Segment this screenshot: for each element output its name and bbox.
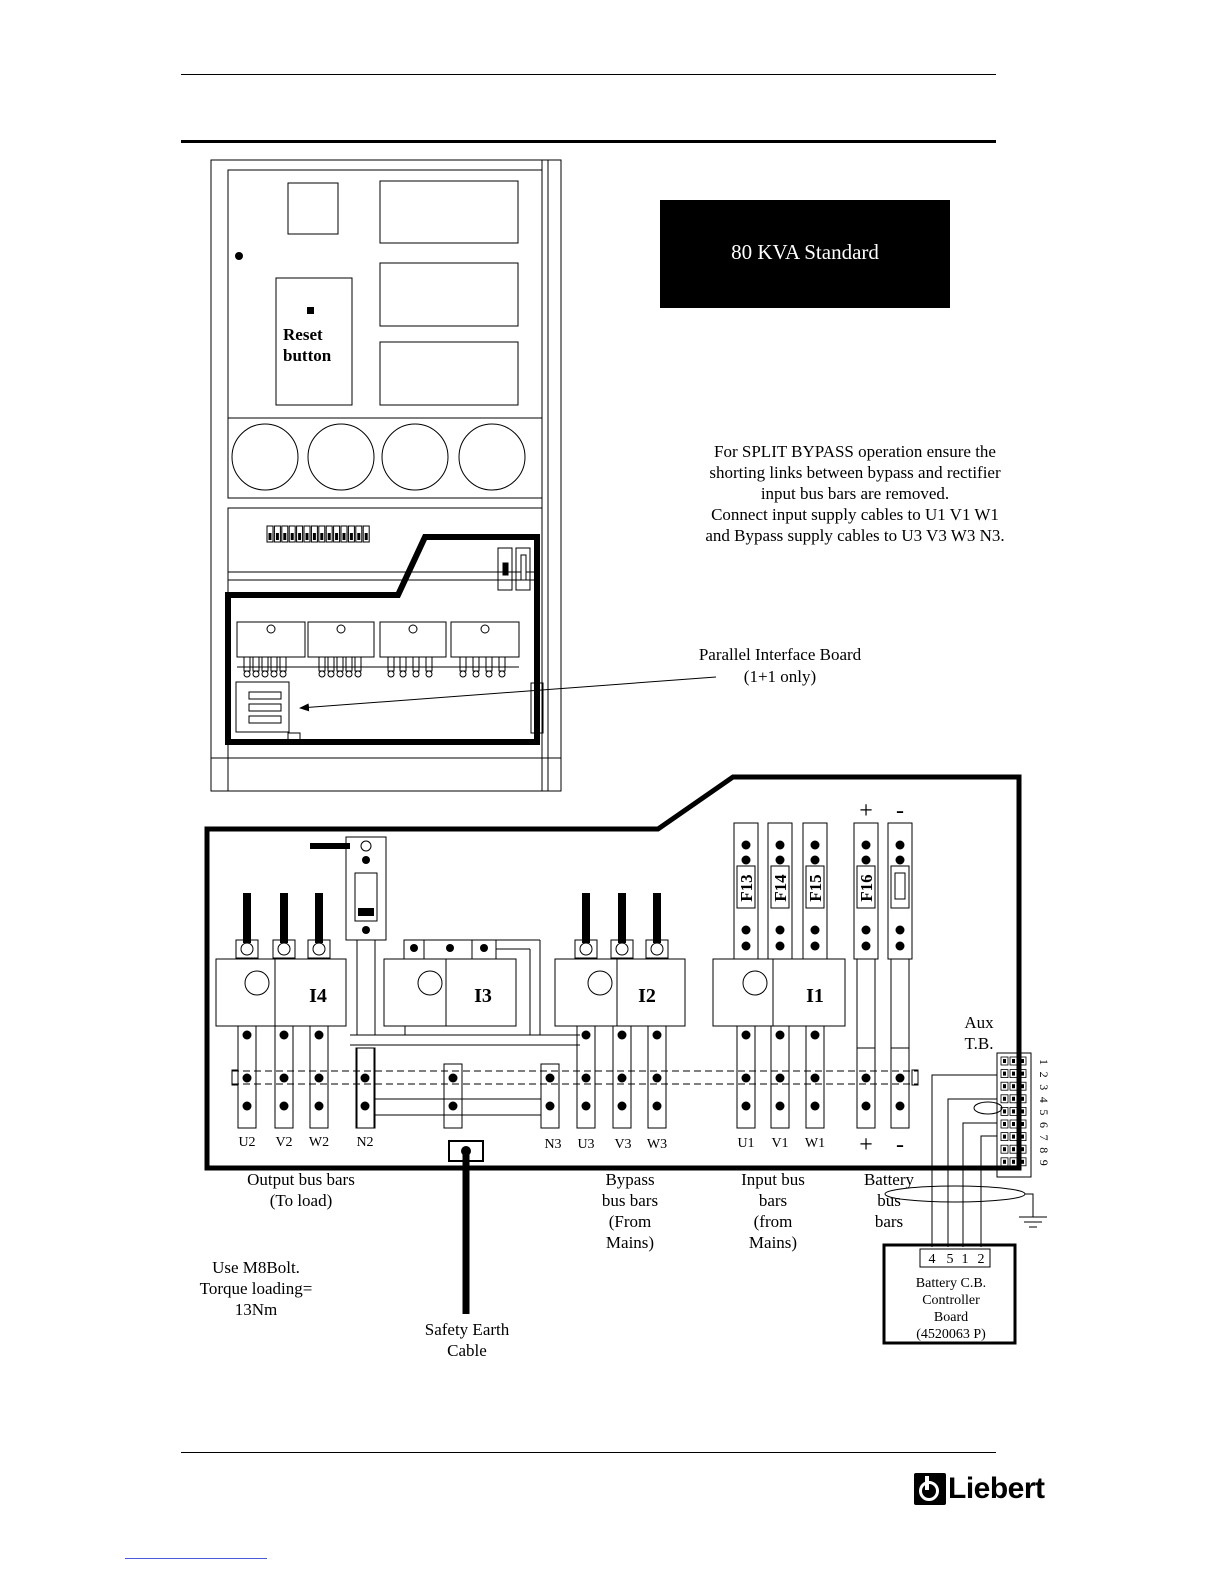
terminal-label: V3	[614, 1137, 632, 1152]
note-line: and Bypass supply cables to U3 V3 W3 N3.	[705, 526, 1005, 545]
cabinet-leg	[388, 657, 394, 671]
terminal-labels	[238, 1135, 825, 1152]
liebert-logo-mark	[914, 1473, 946, 1505]
busbar-bolt	[618, 1102, 627, 1111]
fuse-label: F14	[771, 874, 790, 902]
aux-terminal-screw	[1003, 1122, 1006, 1126]
fuse-bolt	[862, 856, 871, 865]
busbar-bolt	[811, 1102, 820, 1111]
cabinet-leg	[460, 657, 466, 671]
busbar-bolt	[449, 1102, 458, 1111]
fuse-bolt	[896, 841, 905, 850]
battery-minus-top: -	[896, 798, 904, 824]
busbar-bolt	[243, 1102, 252, 1111]
isolator-I1	[713, 959, 845, 1026]
svg-text:Mains): Mains)	[748, 1233, 798, 1252]
lock-dot	[235, 252, 243, 260]
fuse-bolt	[776, 926, 785, 935]
aux-terminal-screw	[1021, 1097, 1024, 1101]
busbar-bolt	[582, 1031, 591, 1040]
terminal-label: W2	[308, 1135, 330, 1150]
battery-busbars-label	[864, 1170, 915, 1231]
fuse-bolt	[862, 942, 871, 951]
fan-row	[232, 424, 525, 490]
busbar-bolt	[361, 1102, 370, 1111]
isolator-I4	[216, 959, 346, 1026]
cabinet-leg	[328, 657, 334, 671]
busbar-bolt	[280, 1102, 289, 1111]
aux-terminal-screw	[1012, 1072, 1015, 1076]
aux-terminal-numbers	[1037, 1059, 1051, 1166]
link-end	[912, 1070, 918, 1085]
dip-switch-lever	[350, 533, 353, 540]
note-line: For SPLIT BYPASS operation ensure the	[714, 442, 996, 461]
fuse-bolt	[862, 841, 871, 850]
aux-terminal-screw	[1021, 1122, 1024, 1126]
fuse-bolt	[811, 926, 820, 935]
output-busbars-label	[247, 1170, 355, 1210]
busbar-bolt	[742, 1074, 751, 1083]
fuse-bolt	[896, 856, 905, 865]
terminal-label: U1	[737, 1136, 755, 1151]
aux-terminal-screw	[1021, 1109, 1024, 1113]
busbar-bolt	[896, 1102, 905, 1111]
svg-text:Torque loading=: Torque loading=	[199, 1279, 313, 1298]
terminal-label: W1	[804, 1136, 826, 1151]
battery-minus-bottom: -	[896, 1132, 904, 1158]
svg-text:Input bus: Input bus	[741, 1170, 805, 1189]
aux-terminal-screw	[1021, 1072, 1024, 1076]
svg-text:(From: (From	[608, 1212, 652, 1231]
isolator-I3	[384, 940, 516, 1026]
terminal-label: U3	[577, 1137, 595, 1152]
terminal-label: U2	[238, 1135, 256, 1150]
battery-plus-top: +	[859, 798, 873, 824]
aux-terminal-screw	[1021, 1147, 1024, 1151]
busbar-bolt	[449, 1074, 458, 1083]
fuse-columns	[734, 823, 912, 1048]
fuse-bolt	[811, 841, 820, 850]
svg-text:(To load): (To load)	[269, 1191, 333, 1210]
terminal-label: W3	[646, 1137, 668, 1152]
battery-plus-bottom: +	[859, 1132, 873, 1158]
terminal-label: N3	[544, 1137, 562, 1152]
cabinet-leg	[473, 657, 479, 671]
busbar-bolt	[742, 1031, 751, 1040]
busbar	[857, 1048, 875, 1128]
svg-text:Board: Board	[933, 1310, 969, 1325]
aux-terminal-screw	[1021, 1084, 1024, 1088]
busbar-bolt	[896, 1074, 905, 1083]
fuse-label: F16	[857, 874, 876, 902]
liebert-logo	[914, 1472, 1045, 1506]
note-line: shorting links between bypass and rectifier	[709, 463, 1001, 482]
fuse-bolt	[776, 841, 785, 850]
cabinet-leg	[499, 657, 505, 671]
split-bypass-note	[705, 442, 1004, 545]
svg-text:Output bus bars: Output bus bars	[247, 1170, 355, 1189]
aux-terminal-screw	[1012, 1097, 1015, 1101]
fuse-bolt	[862, 926, 871, 935]
dip-switch-lever	[328, 533, 331, 540]
reset-label-line2: button	[283, 346, 332, 365]
svg-text:(from: (from	[753, 1212, 793, 1231]
cable-lug-bolt	[278, 943, 290, 955]
cabinet-leg-terminal	[328, 671, 334, 677]
cabinet-leg	[486, 657, 492, 671]
busbar-bolt	[280, 1074, 289, 1083]
busbar-bolt	[243, 1031, 252, 1040]
busbar-bolt	[361, 1074, 370, 1083]
cabinet-leg	[400, 657, 406, 671]
dip-switch-lever	[313, 533, 316, 540]
terminal-label: V2	[275, 1135, 293, 1150]
aux-terminal-screw	[1012, 1135, 1015, 1139]
cabinet-leg-terminal	[486, 671, 492, 677]
isolator-label: I1	[806, 985, 824, 1007]
svg-text:5: 5	[946, 1252, 954, 1267]
cable-lug-bolt	[313, 943, 325, 955]
busbar-bolt	[243, 1074, 252, 1083]
cabinet-leg	[413, 657, 419, 671]
aux-terminal-screw	[1003, 1109, 1006, 1113]
busbar-bolt	[315, 1102, 324, 1111]
busbar	[891, 1048, 909, 1128]
cabinet-leg-terminal	[280, 671, 286, 677]
dip-switch-lever	[335, 533, 338, 540]
aux-terminal-screw	[1021, 1160, 1024, 1164]
aux-terminal-number: 8	[1037, 1147, 1051, 1154]
dip-switch-lever	[357, 533, 360, 540]
dip-switch-lever	[320, 533, 323, 540]
cabinet-leg-terminal	[473, 671, 479, 677]
terminal-label: N2	[356, 1135, 374, 1150]
dip-switch-lever	[298, 533, 301, 540]
cabinet-leg	[337, 657, 343, 671]
cabinet-leg-terminal	[355, 671, 361, 677]
busbar-bolt	[582, 1102, 591, 1111]
note-line: Connect input supply cables to U1 V1 W1	[711, 505, 999, 524]
aux-terminal-screw	[1012, 1122, 1015, 1126]
busbar-bolt	[776, 1031, 785, 1040]
safety-earth-label: Cable	[447, 1341, 487, 1360]
busbar-bolt	[546, 1074, 555, 1083]
aux-terminal-number: 9	[1037, 1159, 1051, 1166]
aux-terminal-screw	[1012, 1084, 1015, 1088]
aux-terminal-screw	[1012, 1160, 1015, 1164]
cabinet-leg-terminal	[319, 671, 325, 677]
aux-terminal-screw	[1012, 1109, 1015, 1113]
cabinet-leg-terminal	[337, 671, 343, 677]
aux-terminal-screw	[1021, 1059, 1024, 1063]
aux-terminal-screw	[1003, 1097, 1006, 1101]
link-end	[232, 1070, 238, 1085]
cabinet-leg-terminal	[426, 671, 432, 677]
ups-cabinet	[211, 160, 561, 791]
svg-text:Battery: Battery	[863, 1170, 915, 1189]
fuse-bolt	[896, 926, 905, 935]
aux-terminal-screw	[1003, 1135, 1006, 1139]
busbar-bolt	[862, 1102, 871, 1111]
busbar-bolt	[315, 1031, 324, 1040]
svg-text:1: 1	[961, 1252, 969, 1267]
cabinet-leg	[253, 657, 259, 671]
fuse-bolt	[742, 942, 751, 951]
aux-terminal-screw	[1012, 1059, 1015, 1063]
bypass-busbars-label	[602, 1170, 658, 1252]
aux-terminal-screw	[1003, 1059, 1006, 1063]
cabinet-leg-terminal	[460, 671, 466, 677]
cabinet-leg-terminal	[271, 671, 277, 677]
svg-text:bus: bus	[877, 1191, 901, 1210]
aux-terminal-screw	[1012, 1147, 1015, 1151]
svg-text:4: 4	[928, 1252, 936, 1267]
input-busbars-label	[741, 1170, 805, 1252]
dip-switch-lever	[276, 533, 279, 540]
busbar-bolt	[776, 1074, 785, 1083]
fuse-bolt	[742, 926, 751, 935]
busbar-bolt	[582, 1074, 591, 1083]
aux-terminal-screw	[1003, 1072, 1006, 1076]
terminal-label: V1	[771, 1136, 789, 1151]
bolt-note	[200, 1258, 313, 1319]
aux-terminal-number: 1	[1037, 1059, 1051, 1065]
svg-text:bars: bars	[874, 1212, 904, 1231]
busbar-bolt	[618, 1074, 627, 1083]
aux-terminal-screw	[1003, 1160, 1006, 1164]
cabinet-leg-terminal	[499, 671, 505, 677]
dip-switch-lever	[283, 533, 286, 540]
cabinet-leg	[280, 657, 286, 671]
isolator-label: I3	[474, 985, 492, 1007]
fuse-label: F13	[737, 874, 756, 902]
busbar-bolt	[546, 1102, 555, 1111]
safety-earth-label: Safety Earth	[424, 1320, 510, 1339]
cable-lug-bolt	[651, 943, 663, 955]
svg-text:Bypass: Bypass	[605, 1170, 655, 1189]
dip-switch-lever	[306, 533, 309, 540]
controller-pins	[929, 1252, 985, 1267]
svg-text:13Nm: 13Nm	[234, 1300, 278, 1319]
isolator-I2	[555, 959, 685, 1026]
fuse-bolt	[742, 841, 751, 850]
aux-terminal-rows	[1001, 1057, 1026, 1166]
dip-switch-lever	[291, 533, 294, 540]
cable-lug-bolt	[616, 943, 628, 955]
parallel-board-arrow	[300, 677, 716, 708]
dip-switch-lever	[365, 533, 368, 540]
footer-link-underline	[125, 1558, 267, 1559]
cabinet-leg	[271, 657, 277, 671]
aux-terminal-number: 6	[1037, 1122, 1051, 1128]
cabinet-leg-terminal	[262, 671, 268, 677]
svg-text:Mains): Mains)	[605, 1233, 655, 1252]
isolator-label: I2	[638, 985, 656, 1007]
svg-text:Use M8Bolt.: Use M8Bolt.	[212, 1258, 300, 1277]
svg-text:2: 2	[977, 1252, 985, 1267]
parallel-board-label: Parallel Interface Board	[698, 645, 862, 664]
aux-terminal-screw	[1003, 1084, 1006, 1088]
fuse-bolt	[776, 942, 785, 951]
cabinet-leg-terminal	[413, 671, 419, 677]
busbar-bolt	[742, 1102, 751, 1111]
cabinet-leg-terminal	[400, 671, 406, 677]
fuse-bolt	[811, 942, 820, 951]
fuse-label: F15	[806, 874, 825, 902]
busbar-bolt	[811, 1031, 820, 1040]
busbar-bolt	[811, 1074, 820, 1083]
busbar-bolt	[653, 1074, 662, 1083]
busbar-bolt	[618, 1031, 627, 1040]
fuse-blank	[895, 873, 905, 899]
cabinet-leg-terminal	[346, 671, 352, 677]
liebert-logo-text: Liebert	[948, 1472, 1045, 1505]
cabinet-leg-terminal	[253, 671, 259, 677]
busbar-bolt	[653, 1102, 662, 1111]
svg-text:bus bars: bus bars	[601, 1191, 659, 1210]
aux-terminal-number: 7	[1037, 1134, 1051, 1141]
cabinet-leg-terminal	[388, 671, 394, 677]
aux-tb-label: T.B.	[964, 1034, 994, 1053]
note-line: input bus bars are removed.	[760, 484, 950, 503]
cabinet-leg	[262, 657, 268, 671]
aux-terminal-screw	[1021, 1135, 1024, 1139]
busbar-bolt	[862, 1074, 871, 1083]
fuse-bolt	[896, 942, 905, 951]
model-label: 80 KVA Standard	[731, 240, 879, 264]
aux-terminal-screw	[1003, 1147, 1006, 1151]
dip-switch-lever	[269, 533, 272, 540]
fuse-bolt	[811, 856, 820, 865]
busbar-bolt	[653, 1031, 662, 1040]
svg-text:(4520063 P): (4520063 P)	[916, 1327, 986, 1342]
cable-lug-bolt	[241, 943, 253, 955]
aux-terminal-number: 5	[1037, 1109, 1051, 1116]
cabinet-leg	[355, 657, 361, 671]
aux-terminal-number: 3	[1037, 1084, 1051, 1091]
busbar-bolt	[315, 1074, 324, 1083]
cabinet-internals	[236, 548, 543, 740]
cabinet-leg	[244, 657, 250, 671]
isolator-label: I4	[309, 985, 327, 1007]
svg-text:bars: bars	[758, 1191, 788, 1210]
cabinet-leg-terminal	[244, 671, 250, 677]
aux-tb-label: Aux	[964, 1013, 994, 1032]
cabinet-leg	[319, 657, 325, 671]
cabinet-leg	[346, 657, 352, 671]
dip-switch-strip	[267, 526, 369, 542]
aux-terminal-number: 4	[1037, 1096, 1051, 1103]
parallel-board-sublabel: (1+1 only)	[743, 667, 817, 686]
cable-lug-bolt	[580, 943, 592, 955]
dip-switch-lever	[343, 533, 346, 540]
svg-text:Battery C.B.: Battery C.B.	[915, 1276, 987, 1291]
busbar-bolt	[776, 1102, 785, 1111]
controller-label	[916, 1276, 986, 1342]
reset-button-square[interactable]	[307, 307, 314, 314]
svg-text:Controller: Controller	[922, 1293, 980, 1308]
aux-terminal-number: 2	[1037, 1071, 1051, 1078]
fuse-bolt	[742, 856, 751, 865]
cabinet-leg	[426, 657, 432, 671]
busbar-bolt	[280, 1031, 289, 1040]
reset-label-line1: Reset	[283, 325, 323, 344]
fuse-bolt	[776, 856, 785, 865]
busbar	[356, 1048, 374, 1128]
